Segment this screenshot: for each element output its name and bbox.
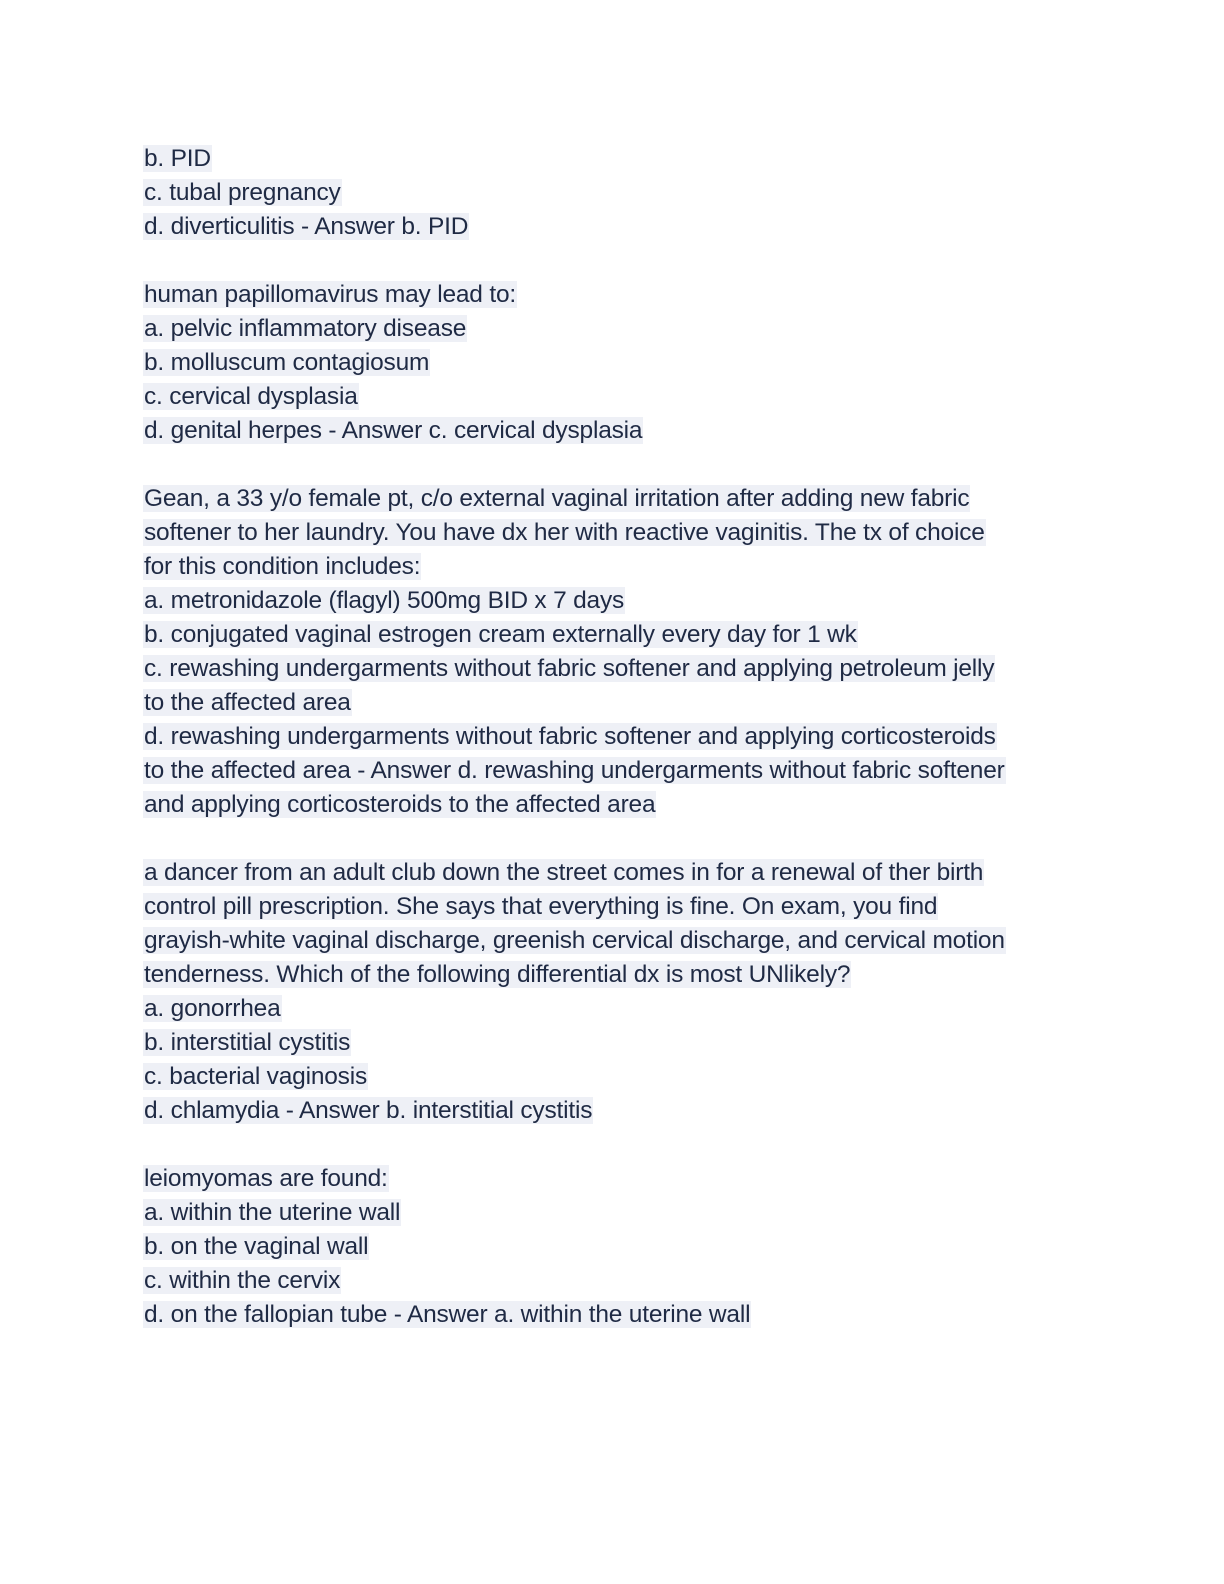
text-line: c. cervical dysplasia bbox=[144, 383, 358, 410]
text-line: grayish-white vaginal discharge, greenish cervical discharge, and cervical motion bbox=[144, 927, 1005, 954]
text-line: c. within the cervix bbox=[144, 1267, 341, 1294]
text-line: d. diverticulitis - Answer b. PID bbox=[144, 213, 469, 240]
text-line: b. conjugated vaginal estrogen cream externally every day for 1 wk bbox=[144, 621, 857, 648]
text-line: b. molluscum contagiosum bbox=[144, 349, 430, 376]
text-line: d. genital herpes - Answer c. cervical dysplasia bbox=[144, 417, 643, 444]
text-line: c. bacterial vaginosis bbox=[144, 1063, 368, 1090]
text-line: a. gonorrhea bbox=[144, 995, 281, 1022]
text-line: a. metronidazole (flagyl) 500mg BID x 7 days bbox=[144, 587, 625, 614]
text-line: for this condition includes: bbox=[144, 553, 421, 580]
text-line: a. pelvic inflammatory disease bbox=[144, 315, 467, 342]
question-block-leiomyomas bbox=[143, 1162, 1083, 1332]
paragraph-gap bbox=[143, 1128, 1083, 1162]
text-line: to the affected area bbox=[144, 689, 351, 716]
text-line: human papillomavirus may lead to: bbox=[144, 281, 516, 308]
text-line: c. tubal pregnancy bbox=[144, 179, 341, 206]
paragraph-gap bbox=[143, 448, 1083, 482]
text-line: a. within the uterine wall bbox=[144, 1199, 401, 1226]
text-line: softener to her laundry. You have dx her with reactive vaginitis. The tx of choice bbox=[144, 519, 985, 546]
question-block-hpv bbox=[143, 278, 1083, 448]
question-block-pid bbox=[143, 142, 1083, 244]
question-block-differential bbox=[143, 856, 1083, 1128]
text-line: d. rewashing undergarments without fabric softener and applying corticosteroids bbox=[144, 723, 996, 750]
text-line: leiomyomas are found: bbox=[144, 1165, 388, 1192]
text-line: b. on the vaginal wall bbox=[144, 1233, 369, 1260]
text-line: d. chlamydia - Answer b. interstitial cystitis bbox=[144, 1097, 593, 1124]
document-body bbox=[143, 142, 1083, 1332]
text-line: to the affected area - Answer d. rewashing undergarments without fabric softener bbox=[144, 757, 1005, 784]
paragraph-gap bbox=[143, 822, 1083, 856]
text-line: and applying corticosteroids to the affected area bbox=[144, 791, 656, 818]
paragraph-gap bbox=[143, 244, 1083, 278]
text-line: b. interstitial cystitis bbox=[144, 1029, 351, 1056]
text-line: Gean, a 33 y/o female pt, c/o external vaginal irritation after adding new fabric bbox=[144, 485, 970, 512]
text-line: d. on the fallopian tube - Answer a. within the uterine wall bbox=[144, 1301, 751, 1328]
text-line: tenderness. Which of the following differential dx is most UNlikely? bbox=[144, 961, 851, 988]
text-line: c. rewashing undergarments without fabric softener and applying petroleum jelly bbox=[144, 655, 995, 682]
text-line: control pill prescription. She says that everything is fine. On exam, you find bbox=[144, 893, 938, 920]
question-block-vaginitis bbox=[143, 482, 1083, 822]
text-line: b. PID bbox=[144, 145, 211, 172]
text-line: a dancer from an adult club down the street comes in for a renewal of ther birth bbox=[144, 859, 984, 886]
